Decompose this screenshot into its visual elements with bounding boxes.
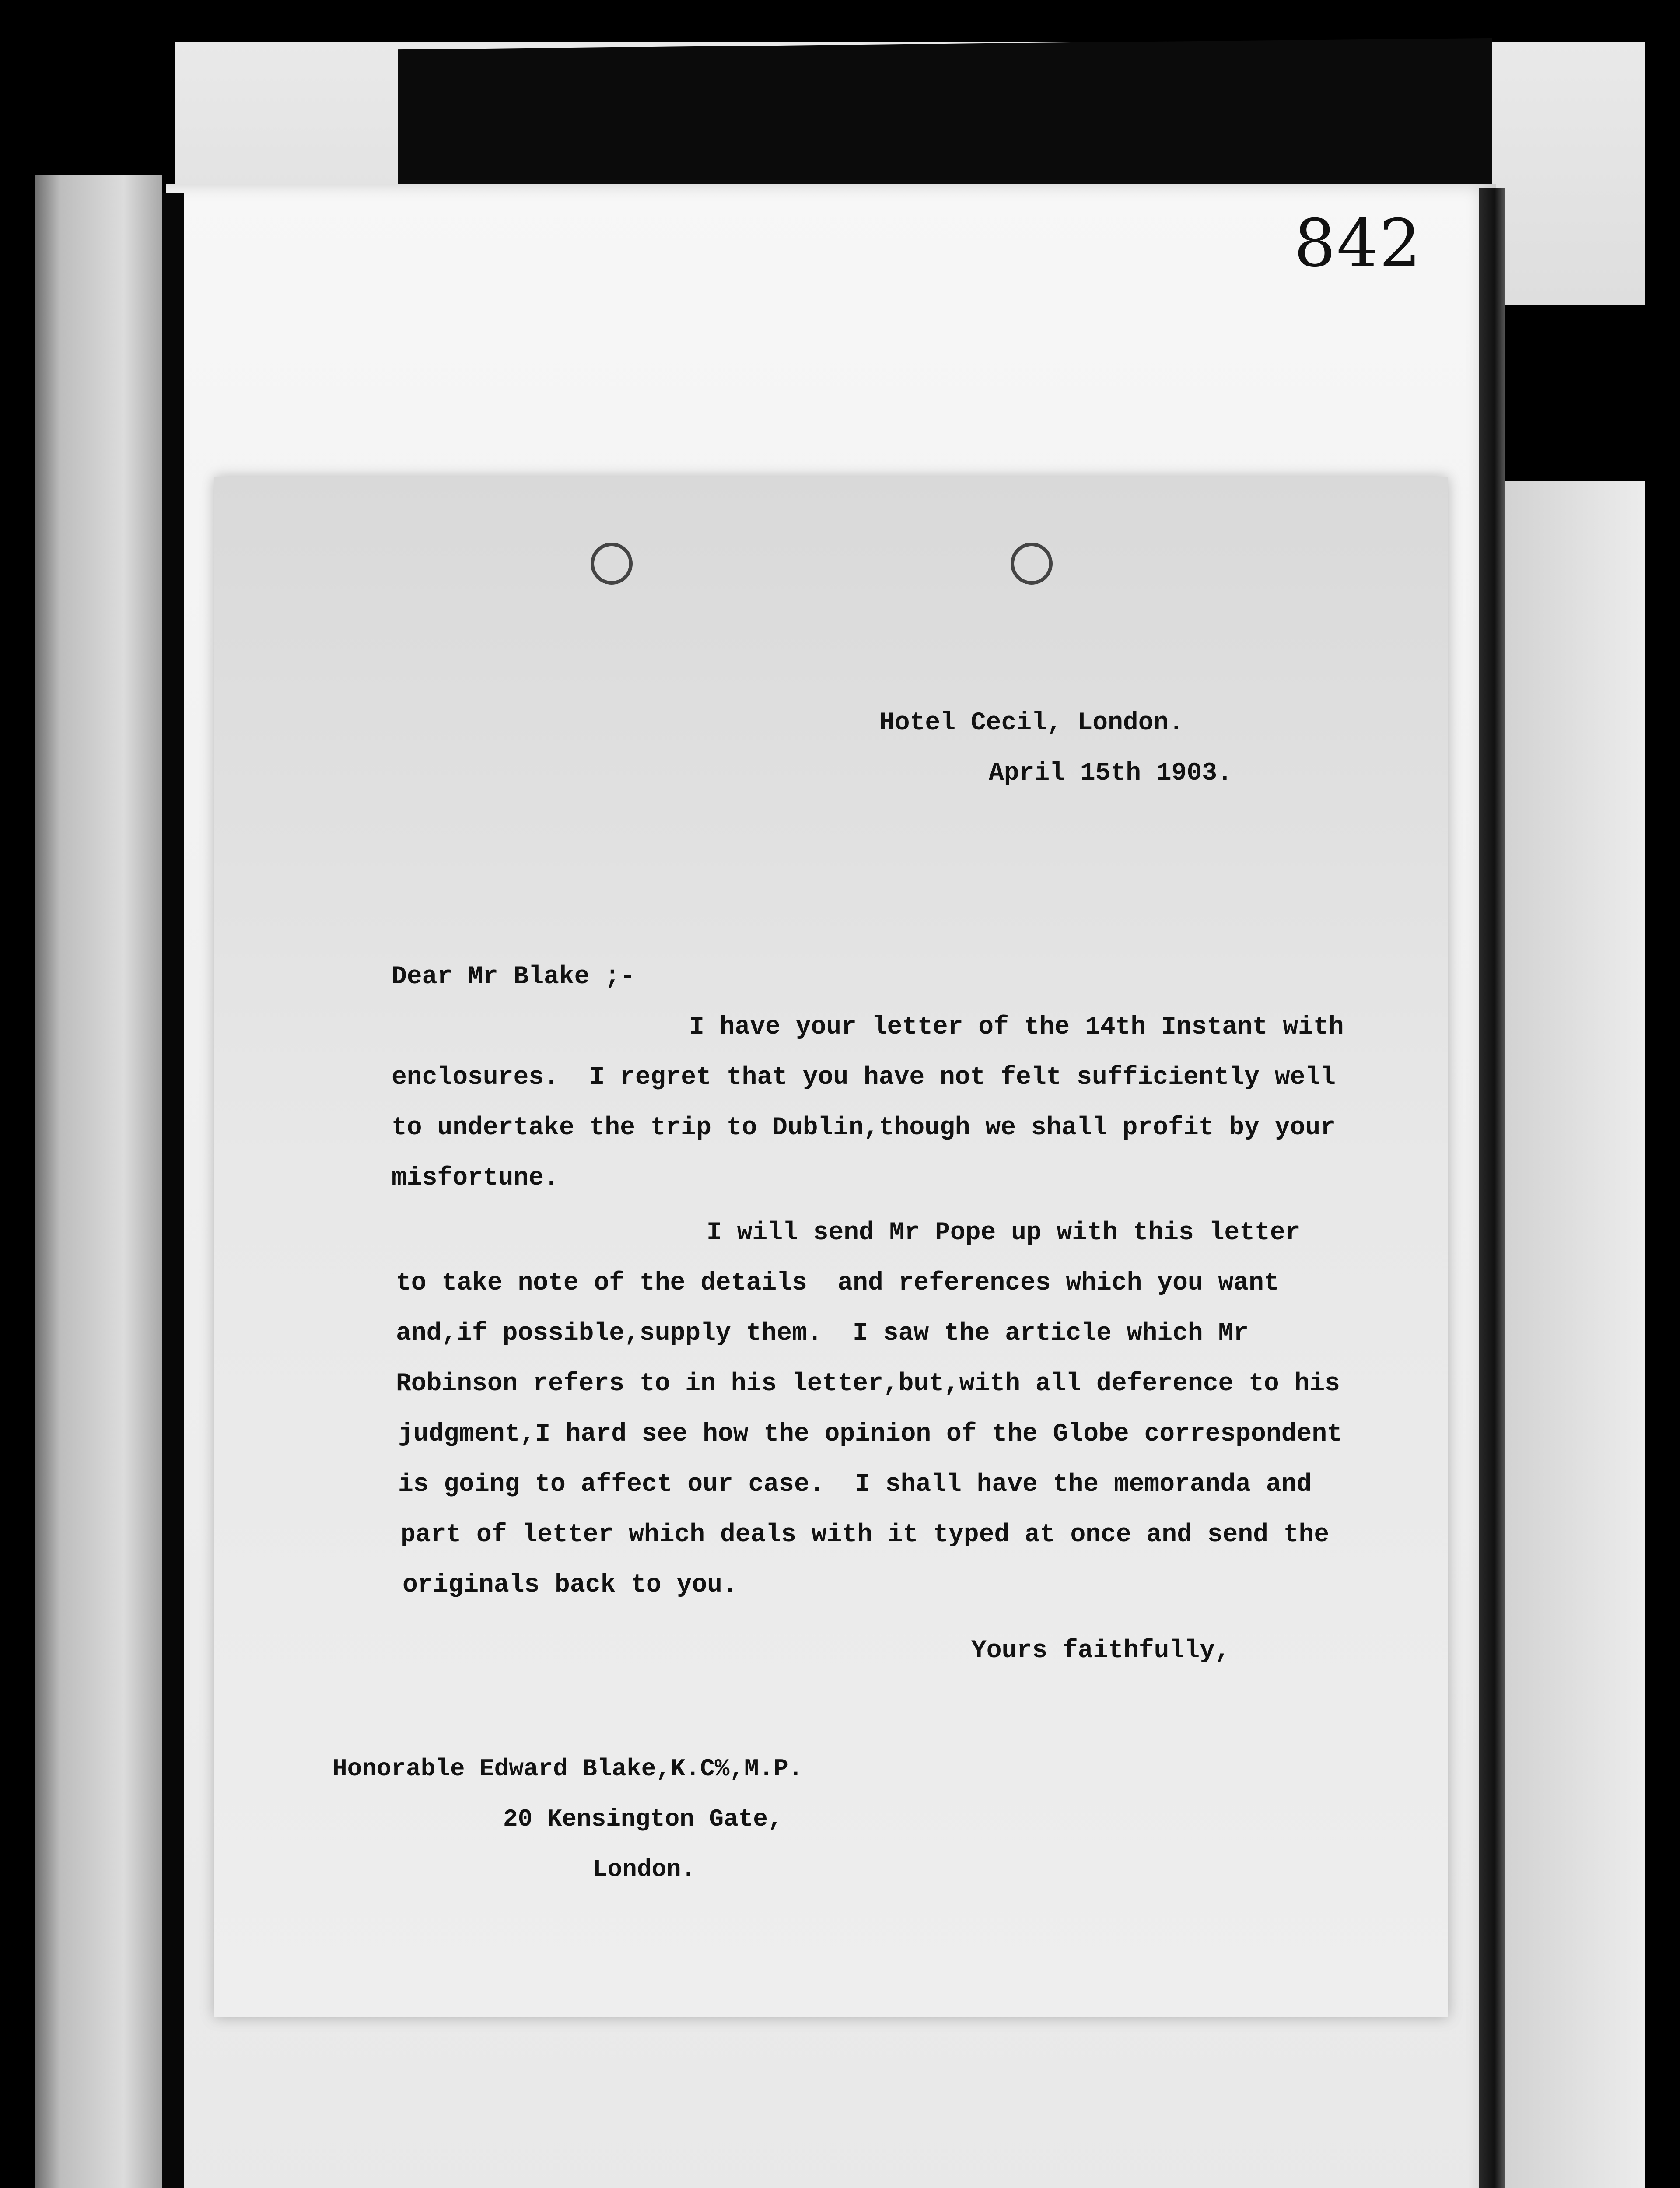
letter-closing: Yours faithfully, [971, 1637, 1230, 1665]
body-line: and,if possible,supply them. I saw the article which Mr [396, 1319, 1249, 1348]
dark-binding-block [398, 38, 1492, 198]
page-number: 842 [1294, 206, 1422, 282]
body-line: originals back to you. [402, 1571, 738, 1599]
letter-address: Hotel Cecil, London. [879, 709, 1184, 737]
letter-salutation: Dear Mr Blake ;- [392, 963, 635, 991]
recipient-street: 20 Kensington Gate, [503, 1805, 783, 1833]
body-line: to take note of the details and references which you want [396, 1269, 1279, 1297]
body-line: to undertake the trip to Dublin,though we shall profit by your [392, 1114, 1336, 1142]
body-line: I have your letter of the 14th Instant with [689, 1013, 1344, 1041]
letter-date: April 15th 1903. [989, 759, 1232, 788]
punch-hole-left [591, 543, 633, 585]
body-line: is going to affect our case. I shall have the memoranda and [398, 1470, 1312, 1499]
punch-hole-right [1011, 543, 1053, 585]
body-line: I will send Mr Pope up with this letter [707, 1219, 1301, 1247]
recipient-city: London. [593, 1855, 696, 1883]
left-binding [162, 193, 184, 2188]
body-line: judgment,I hard see how the opinion of the Globe correspondent [398, 1420, 1342, 1448]
body-line: misfortune. [392, 1164, 559, 1192]
folder-edge [1479, 188, 1505, 2188]
left-adjacent-page [35, 175, 162, 2188]
body-line: enclosures. I regret that you have not felt sufficiently well [392, 1063, 1336, 1092]
body-line: part of letter which deals with it typed at once and send the [400, 1521, 1330, 1549]
body-line: Robinson refers to in his letter,but,with all deference to his [396, 1370, 1340, 1398]
recipient-name: Honorable Edward Blake,K.C%,M.P. [332, 1755, 803, 1783]
backdrop-right [1488, 481, 1645, 2188]
letter-sheet [214, 477, 1448, 2017]
